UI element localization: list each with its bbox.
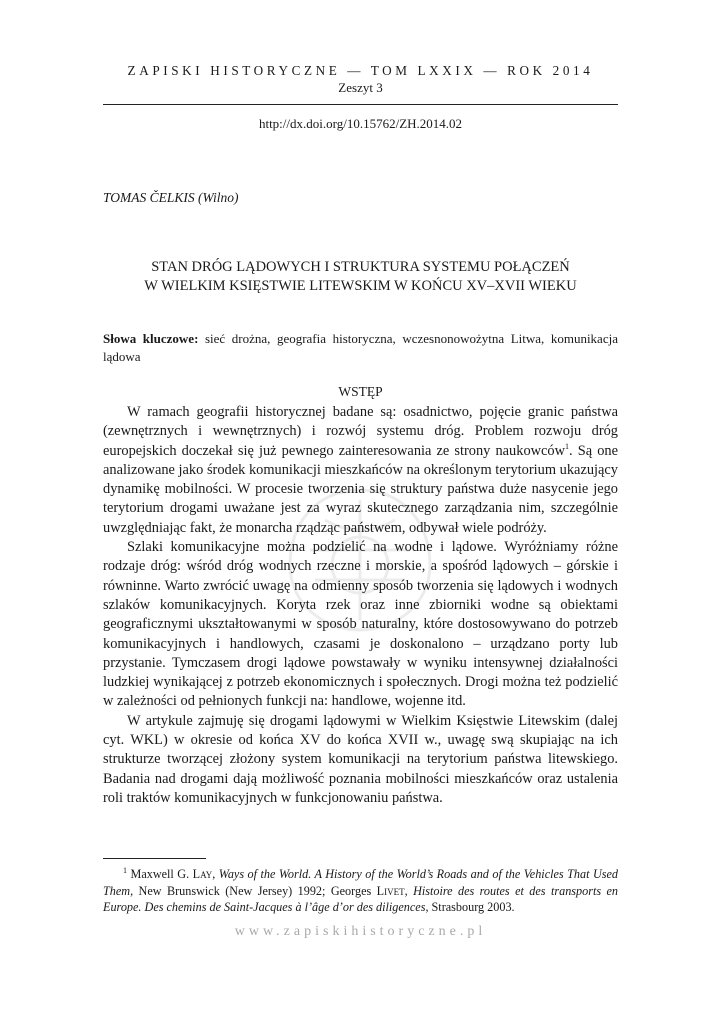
paragraph-1: W ramach geografii historycznej badane są: osadnictwo, pojęcie granic państwa (zewnętrznych i wewnętrznych) i rozwój systemu dróg. Problem rozwoju dróg europejskich doczekał się już pewnego zainteresowania ze strony naukowców$^1$. Są one analizowane jako środek komunikacji mieszkańców na określonym terytorium ukazujący dynamikę mobilności. W procesie tworzenia się struktury państwa duże nasycenie jego terytorium drogami uważane jest za wyraz skutecznego zarządzania nim, szczególnie uwzględniając fakt, że monarcha rządząc państwem, odbywał wiele podróży. <box>103 404 618 536</box>
article-author: TOMAS ČELKIS (Wilno) <box>103 190 239 205</box>
footnote-mark: 1 <box>123 865 127 875</box>
keywords-text: sieć drożna, geografia historyczna, wczesnonowożytna Litwa, komunikacja lądowa <box>103 331 618 364</box>
footnote-reference[interactable]: 1 <box>565 441 570 451</box>
footnote-rule <box>103 858 206 859</box>
doi-link[interactable]: http://dx.doi.org/10.15762/ZH.2014.02 <box>258 116 463 131</box>
keywords-label: Słowa kluczowe: <box>103 331 199 346</box>
footnote: $^1$ Maxwell G. Lay, Ways of the World. A History of the World’s Roads and of the Vehicles That Used Them, New Brunswick (New Jersey) 1992; Georges Livet, Histoire des routes et des transports en Europe. Des chemins de Saint-Jacques à l’âge d’or des diligences, Strasbourg 2003. <box>103 865 619 914</box>
paragraph-3: W artykule zajmuję się drogami lądowymi w Wielkim Księstwie Litewskim (dalej cyt. WKL) w okresie od końca XV do końca XVII w., uwagę swą skupiając na ich strukturze tworzącej złożony system komunikacji na terytorium państwa litewskiego. Badania nad drogami dają możliwość poznania mobilności mieszkańców oraz ustalenia roli traktów komunikacyjnych w funkcjonowaniu państwa. <box>103 712 618 806</box>
article-body <box>103 403 618 808</box>
paragraph-2: Szlaki komunikacyjne można podzielić na wodne i lądowe. Wyróżniamy różne rodzaje dróg: wśród dróg wodnych rzeczne i morskie, a spośród lądowych – górskie i równinne. Warto zwrócić uwagę na odmienny sposób tworzenia się lądowych i wodnych szlaków komunikacyjnych. Koryta rzek oraz inne zbiorniki wodne są obiektami geograficznymi ukształtowanymi w sposób naturalny, które dostosowywano do potrzeb komunikacyjnych i handlowych, czasami je doskonalono – urządzano porty lub przystanie. Tymczasem drogi lądowe powstawały w wyniku intensywnej działalności ludzkiej wynikającej z potrzeb ekonomicznych i społecznych. Drogi można też podzielić w zależności od pełnionych funkcji na: handlowe, wojenne itd. <box>103 539 618 710</box>
title-line-2: W WIELKIM KSIĘSTWIE LITEWSKIM W KOŃCU XV–XVII WIEKU <box>144 278 577 294</box>
article-title <box>103 258 618 296</box>
keywords <box>103 330 618 366</box>
journal-header: ZAPISKI HISTORYCZNE — TOM LXXIX — ROK 2014 <box>127 63 594 78</box>
section-title: WSTĘP <box>338 384 383 399</box>
website-footer[interactable]: www.zapiskihistoryczne.pl <box>234 924 487 939</box>
issue-number: Zeszyt 3 <box>338 80 383 95</box>
title-line-1: STAN DRÓG LĄDOWYCH I STRUKTURA SYSTEMU POŁĄCZEŃ <box>151 259 570 275</box>
header-rule <box>103 104 618 105</box>
